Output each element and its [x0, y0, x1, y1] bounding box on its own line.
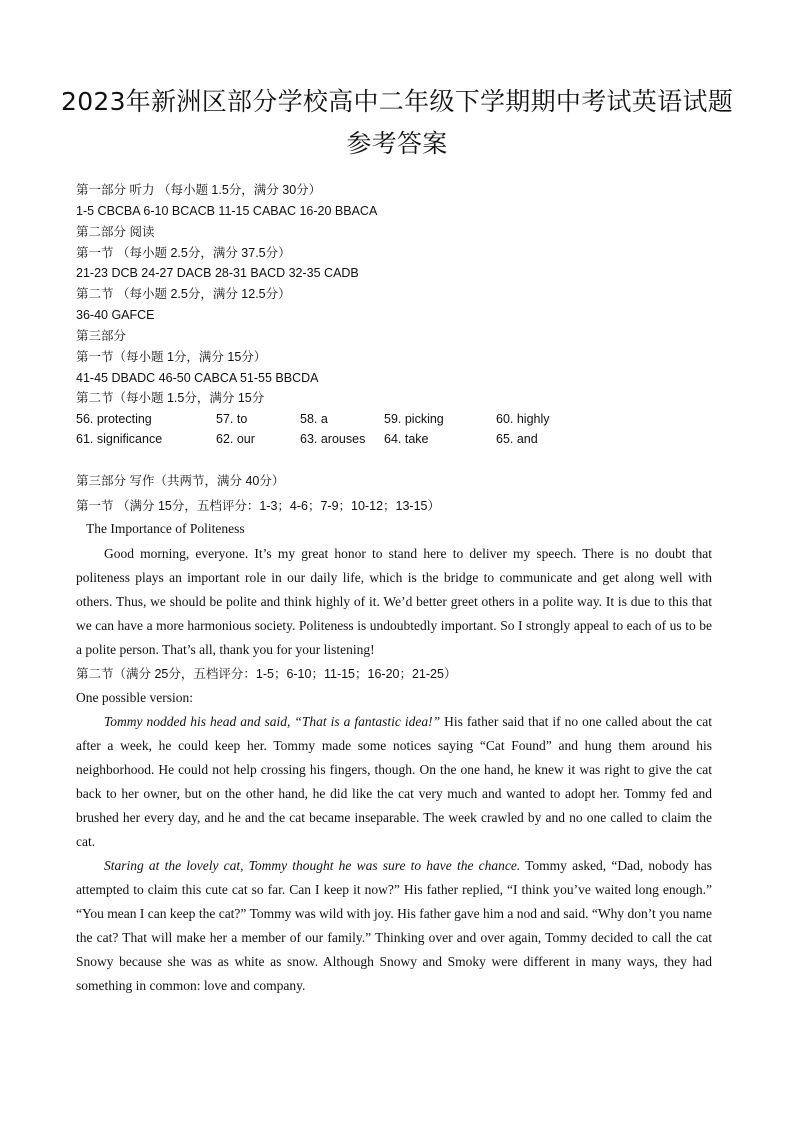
- writing-section2-heading: 第二节（满分 25分，五档评分：1-5；6-10；11-15；16-20；21-25）: [76, 667, 457, 681]
- cloze-answer: 58. a: [300, 412, 328, 426]
- cloze-answer: 61. significance: [76, 432, 163, 446]
- cloze-answer: 63. arouses: [300, 432, 366, 446]
- cloze-answer: 57. to: [216, 412, 248, 426]
- cloze-answer: 56. protecting: [76, 412, 152, 426]
- part2-section1-answers: 21-23 DCB 24-27 DACB 28-31 BACD 32-35 CADB: [76, 266, 359, 280]
- story-paragraph-1-lead: Tommy nodded his head and said, “That is a fantastic idea!”: [104, 714, 441, 729]
- writing-heading: 第三部分 写作（共两节，满分 40分）: [76, 474, 285, 488]
- story-paragraph-1: [76, 710, 712, 855]
- part1-answers: 1-5 CBCBA 6-10 BCACB 11-15 CABAC 16-20 BBACA: [76, 204, 378, 218]
- cloze-answer: 60. highly: [496, 412, 550, 426]
- version-label: One possible version:: [76, 690, 193, 705]
- part1-heading: 第一部分 听力 （每小题 1.5分，满分 30分）: [76, 183, 322, 197]
- part2-heading: 第二部分 阅读: [76, 225, 155, 239]
- part3-section1-answers: 41-45 DBADC 46-50 CABCA 51-55 BBCDA: [76, 371, 319, 385]
- cloze-answer: 62. our: [216, 432, 255, 446]
- part3-section2-heading: 第二节（每小题 1.5分，满分 15分: [76, 391, 265, 405]
- story-paragraph-2-lead: Staring at the lovely cat, Tommy thought he was sure to have the chance.: [104, 858, 521, 873]
- part2-section2-answers: 36-40 GAFCE: [76, 308, 155, 322]
- page-subtitle: 参考答案: [346, 129, 448, 158]
- part2-section1-heading: 第一节 （每小题 2.5分，满分 37.5分）: [76, 246, 291, 260]
- part3-section1-heading: 第一节（每小题 1分，满分 15分）: [76, 350, 267, 364]
- essay-text: Good morning, everyone. It’s my great honor to stand here to deliver my speech. There is no doubt that politeness plays an important role in our daily life, which is the bridge to communicate and get along well with others. Thus, we should be polite and think highly of it. We’d better greet others in a polite way. It is due to this that we can have a more harmonious society. Politeness is undoubtedly important. So I strongly appeal to each of us to be a polite person. That’s all, thank you for your listening!: [76, 546, 712, 658]
- story-paragraph-1-text: His father said that if no one called about the cat after a week, he could keep her. Tommy made some notices saying “Cat Found” and hung them around his neighborhood. He could not help crossing his fingers, though. On the one hand, he knew it was right to give the cat back to her owner, but on the other hand, he did like the cat very much and wanted to adopt her. Tommy fed and brushed her every day, and he and the cat became inseparable. The week crawled by and no one called to claim the cat.: [76, 714, 712, 850]
- cloze-answer: 65. and: [496, 432, 538, 446]
- part3-heading: 第三部分: [76, 329, 127, 343]
- page-title: 2023年新洲区部分学校高中二年级下学期期中考试英语试题: [60, 87, 734, 116]
- writing-section1-heading: 第一节 （满分 15分，五档评分：1-3；4-6；7-9；10-12；13-15）: [76, 499, 440, 513]
- essay-body: [76, 542, 712, 662]
- part2-section2-heading: 第二节 （每小题 2.5分，满分 12.5分）: [76, 287, 291, 301]
- essay-title: The Importance of Politeness: [86, 521, 245, 536]
- cloze-answer: 59. picking: [384, 412, 444, 426]
- story-paragraph-2-text: Tommy asked, “Dad, nobody has attempted to claim this cute cat so far. Can I keep it now?” His father replied, “I think you’ve waited long enough.” “You mean I can keep the cat?” Tommy was wild with joy. His father gave him a nod and said. “Why don’t you name the cat? That will make her a member of our family.” Thinking over and over again, Tommy decided to call the cat Snowy because she was as white as snow. Although Snowy and Smoky were different in many ways, they had something in common: love and company.: [76, 858, 713, 994]
- cloze-answer: 64. take: [384, 432, 429, 446]
- story-paragraph-2: [76, 854, 712, 999]
